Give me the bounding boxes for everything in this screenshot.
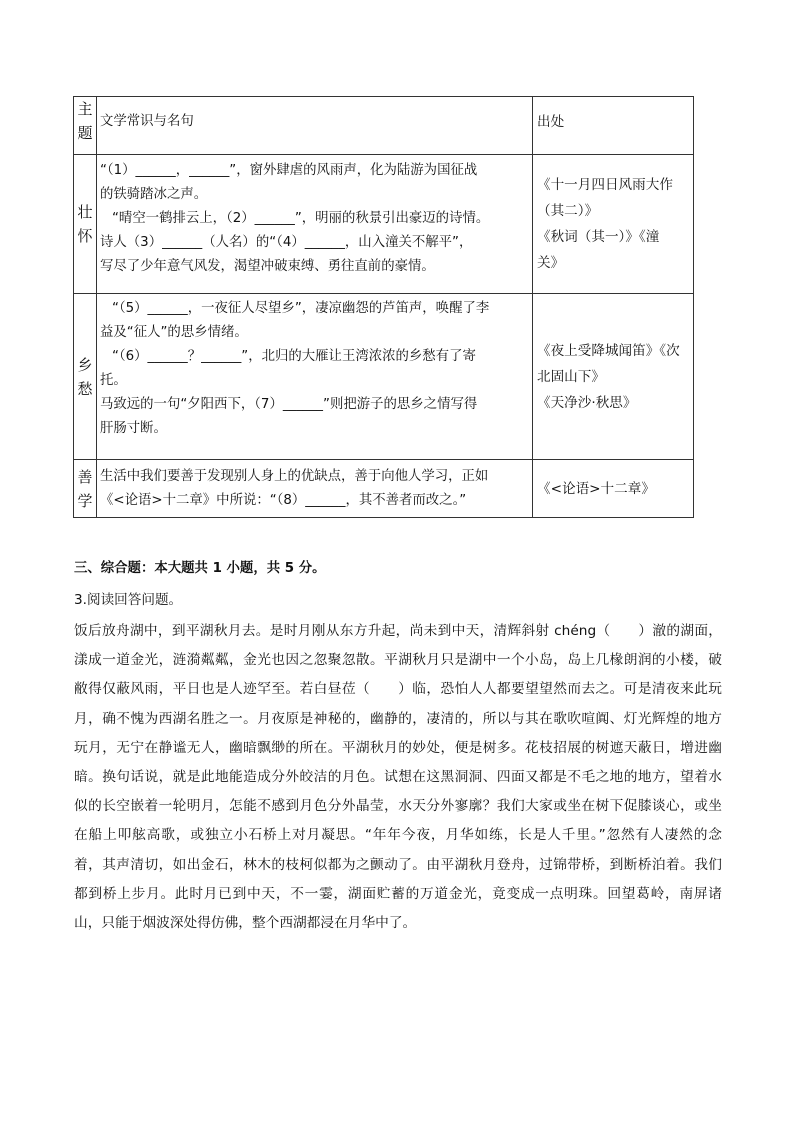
row-content	[97, 294, 533, 460]
table-row	[74, 460, 694, 518]
header-content-label: 文学常识与名句	[100, 113, 194, 129]
source-line: （其二）》	[537, 203, 599, 219]
content-line: 马致远的一句“夕阳西下，（7）______”则把游子的思乡之情写得	[100, 397, 478, 412]
passage-line: 饭后放舟湖中，到平湖秋月去。是时月刚从东方升起，尚未到中天，清辉斜射 chéng（ ）澈的湖面，	[74, 623, 722, 639]
literature-table	[73, 96, 694, 518]
content-line: 肝肠寸断。	[100, 421, 167, 436]
table-row	[74, 155, 694, 294]
source-line: 《秋词（其一）》《潼	[537, 229, 660, 245]
header-source-label: 出处	[537, 113, 565, 130]
source-line: 关》	[537, 255, 565, 271]
content-line: 诗人（3）______（人名）的“（4）______，山入潼关不解平”，	[100, 235, 473, 250]
passage-line: 似的长空嵌着一轮明月，怎能不感到月色分外晶莹，水天分外寥廓？我们大家或坐在树下促膝谈心，或坐	[74, 798, 722, 815]
row-source	[533, 294, 694, 460]
passage-line: 着，其声清切，如出金石，林木的枝柯似都为之颤动了。由平湖秋月登舟，过锦带桥，到断桥泊着。我们	[74, 856, 722, 873]
source-line: 《天净沙·秋思》	[537, 394, 637, 411]
passage-line: 玩月，无宁在静谧无人，幽暗飘缈的所在。平湖秋月的妙处，便是树多。花枝招展的树遮天蔽日，增进幽	[74, 739, 722, 756]
row-topic: 乡愁	[74, 294, 97, 460]
passage-line: 月，确不愧为西湖名胜之一。月夜原是神秘的，幽静的，凄清的，所以与其在歌吹喧阗、灯光辉煌的地方	[74, 710, 722, 727]
content-line: 生活中我们要善于发现别人身上的优缺点，善于向他人学习，正如	[100, 468, 489, 484]
passage-line: 山，只能于烟波深处得仿佛，整个西湖都浸在月华中了。	[74, 915, 417, 932]
row-topic: 壮怀	[74, 155, 97, 294]
section-title: 三、综合题：本大题共 1 小题，共 5 分。	[74, 561, 326, 576]
passage-line: 暗。换句话说，就是此地能造成分外皎洁的月色。试想在这黑洞洞、四面又都是不毛之地的地方，望着水	[74, 769, 722, 786]
passage-line: 敝得仅蔽风雨，平日也是人迹罕至。若白昼莅（ ）临，恐怕人人都要望望然而去之。可是清夜来此玩	[74, 681, 722, 698]
content-line: “（1）______，______”，窗外肆虐的风雨声，化为陆游为国征战	[100, 163, 478, 178]
source-line: 《<论语>十二章》	[537, 480, 655, 497]
table-row	[74, 294, 694, 460]
header-topic: 主题	[74, 97, 97, 155]
row-source	[533, 155, 694, 294]
reading-passage	[74, 617, 722, 938]
content-line: “晴空一鹤排云上，（2）______”，明丽的秋景引出豪迈的诗情。	[112, 211, 490, 226]
content-line: 的铁骑踏冰之声。	[100, 187, 208, 202]
content-line: “（6）______？______”，北归的大雁让王湾浓浓的乡愁有了寄	[112, 349, 476, 364]
passage-line: 在船上叩舷高歌，或独立小石桥上对月凝思。“年年今夜，月华如练，长是人千里。”忽然有人凄然的念	[74, 827, 722, 844]
passage-line: 都到桥上步月。此时月已到中天，不一霎，湖面贮蓄的万道金光，竟变成一点明珠。回望葛岭，南屏诸	[74, 885, 722, 902]
row-topic: 善学	[74, 460, 97, 518]
source-line: 《夜上受降城闻笛》《次	[537, 342, 680, 359]
content-line: 益及“征人”的思乡情绪。	[100, 325, 248, 340]
row-content	[97, 460, 533, 518]
question-title: 3.阅读回答问题。	[74, 592, 183, 608]
row-content	[97, 155, 533, 294]
row-source	[533, 460, 694, 518]
content-line: 写尽了少年意气风发，渴望冲破束缚、勇往直前的豪情。	[100, 259, 435, 274]
content-line: 《<论语>十二章》中所说：“（8）______，其不善者而改之。”	[100, 492, 467, 508]
content-line: “（5）______，一夜征人尽望乡”，凄凉幽怨的芦笛声，唤醒了李	[112, 301, 490, 316]
passage-line: 漾成一道金光，涟漪粼粼，金光也因之忽聚忽散。平湖秋月只是湖中一个小岛，岛上几椽朗润的小楼，破	[74, 652, 722, 669]
table-header-row	[74, 97, 694, 155]
source-line: 《十一月四日风雨大作	[537, 177, 673, 193]
source-line: 北固山下》	[537, 368, 605, 385]
content-line: 托。	[100, 373, 127, 388]
header-content	[97, 97, 533, 155]
header-source	[533, 97, 694, 155]
